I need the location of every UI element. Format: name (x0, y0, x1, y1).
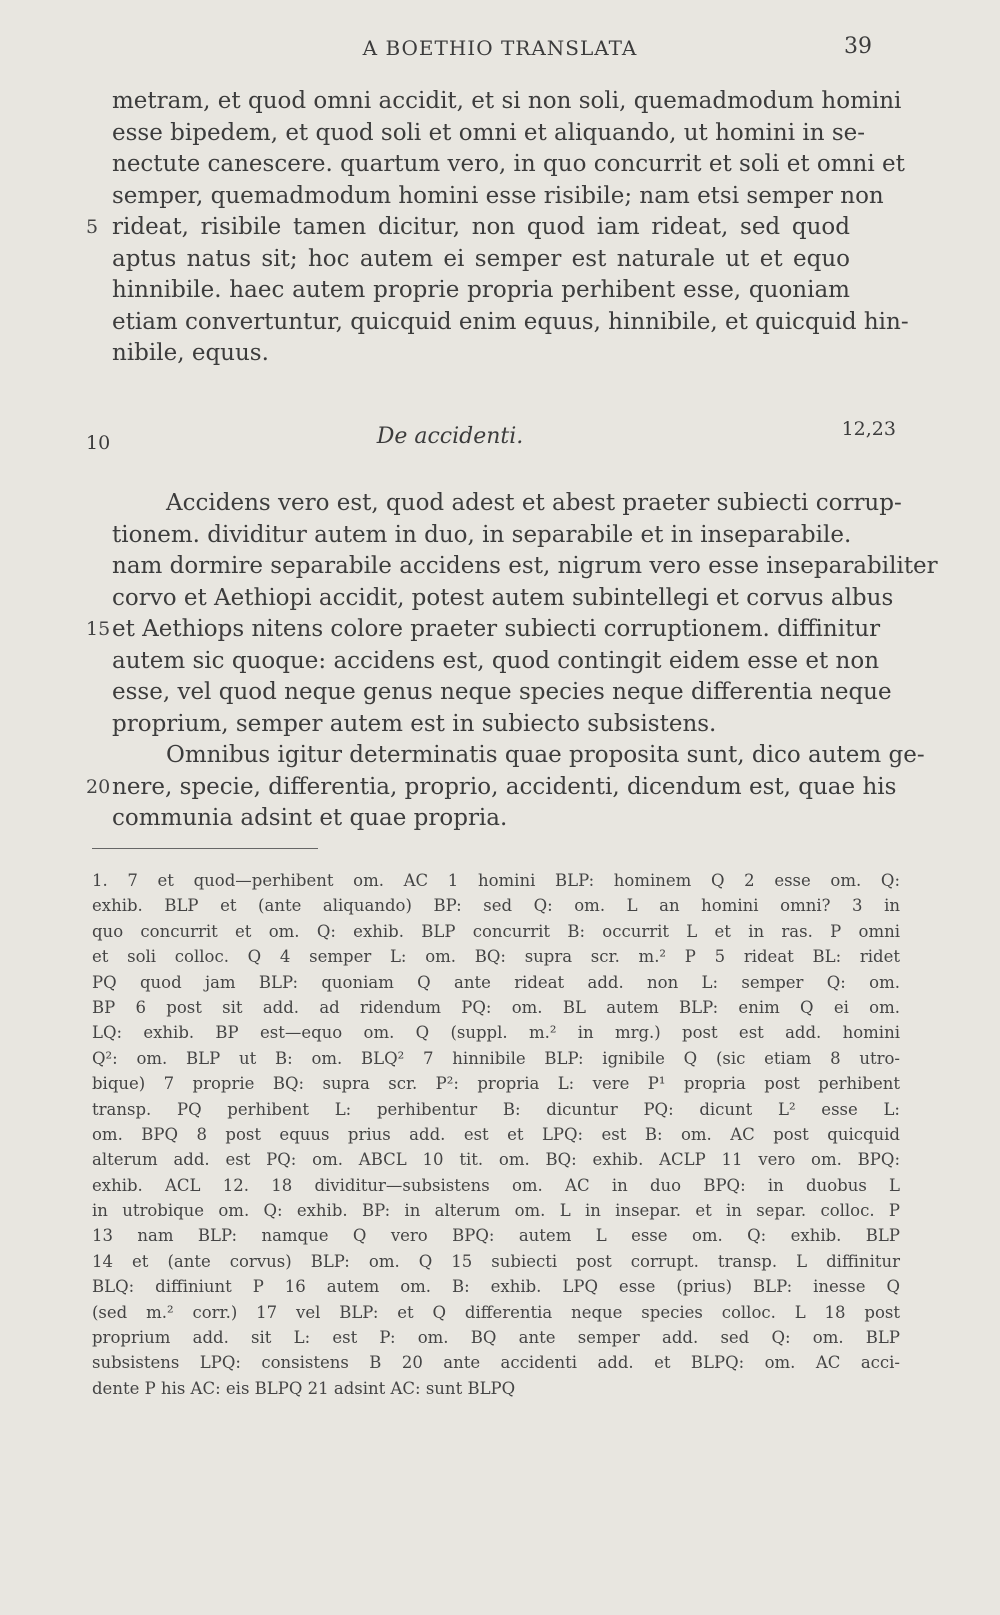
line-text: autem sic quoque: accidens est, quod contingit eidem esse et non (112, 647, 880, 674)
text-line (112, 646, 880, 678)
apparatus-line: BLQ: diffiniunt P 16 autem om. B: exhib. LPQ esse (prius) BLP: inesse Q (92, 1277, 900, 1297)
text-line (86, 772, 897, 804)
text-line (112, 307, 909, 339)
line-text: rideat, risibile tamen dicitur, non quod iam rideat, sed quod (112, 214, 850, 240)
apparatus-line: dente P his AC: eis BLPQ 21 adsint AC: sunt BLPQ (92, 1378, 516, 1398)
text-line (112, 488, 902, 520)
text-line (112, 244, 850, 276)
apparatus-line: proprium add. sit L: est P: om. BQ ante semper add. sed Q: om. BLP (92, 1328, 900, 1348)
text-line (112, 275, 850, 307)
text-line (112, 181, 884, 213)
text-line (86, 212, 850, 244)
line-text: proprium, semper autem est in subiecto subsistens. (112, 710, 717, 737)
line-text: corvo et Aethiopi accidit, potest autem subintellegi et corvus albus (112, 584, 894, 611)
apparatus-line: om. BPQ 8 post equus prius add. est et LPQ: est B: om. AC post quicquid (92, 1124, 900, 1144)
apparatus-line: 14 et (ante corvus) BLP: om. Q 15 subiecti post corrupt. transp. L diffinitur (92, 1251, 900, 1271)
line-text: tionem. dividitur autem in duo, in separabile et in inseparabile. (112, 521, 852, 548)
apparatus-line: Q²: om. BLP ut B: om. BLQ² 7 hinnibile BLP: ignibile Q (sic etiam 8 utro- (92, 1048, 900, 1068)
apparatus-line: in utrobique om. Q: exhib. BP: in alterum om. L in insepar. et in separ. colloc. P (92, 1201, 900, 1221)
apparatus-line: transp. PQ perhibent L: perhibentur B: dicuntur PQ: dicunt L² esse L: (92, 1099, 900, 1119)
paragraph-proprium (86, 86, 909, 370)
apparatus-line: BP 6 post sit add. ad ridendum PQ: om. BL autem BLP: enim Q ei om. (92, 997, 900, 1017)
text-line (112, 118, 866, 150)
apparatus-line: bique) 7 proprie BQ: supra scr. P²: propria L: vere P¹ propria post perhibent (92, 1074, 900, 1094)
line-number: 20 (86, 775, 111, 798)
line-text: metram, et quod omni accidit, et si non soli, quemadmodum homini (112, 88, 902, 114)
apparatus-line: subsistens LPQ: consistens B 20 ante accidenti add. et BLPQ: om. AC acci- (92, 1353, 900, 1373)
line-text: esse, vel quod neque genus neque species neque differentia neque (112, 679, 892, 705)
text-line (112, 677, 892, 709)
footnote-rule (92, 848, 318, 849)
apparatus-line: 13 nam BLP: namque Q vero BPQ: autem L esse om. Q: exhib. BLP (92, 1226, 900, 1246)
line-text: nibile, equus. (112, 340, 269, 366)
line-text: communia adsint et quae propria. (112, 805, 508, 831)
line-text: semper, quemadmodum homini esse risibile; nam etsi semper non (112, 182, 884, 209)
paragraph-conclusion (86, 740, 925, 835)
apparatus-line: LQ: exhib. BP est—equo om. Q (suppl. m.² in mrg.) post est add. homini (92, 1023, 900, 1043)
apparatus-line: exhib. ACL 12. 18 dividitur—subsistens om. AC in duo BPQ: in duobus L (92, 1175, 900, 1195)
text-line (112, 520, 850, 552)
text-line (112, 149, 905, 181)
text-line (112, 803, 850, 835)
line-text: et Aethiops nitens colore praeter subiecti corruptionem. diffinitur (112, 616, 881, 642)
line-number: 5 (86, 216, 99, 238)
line-text: nere, specie, differentia, proprio, accidenti, dicendum est, quae his (112, 773, 897, 800)
apparatus-line: 1. 7 et quod—perhibent om. AC 1 homini BLP: hominem Q 2 esse om. Q: (92, 871, 900, 890)
section-heading (0, 418, 1000, 456)
line-text: etiam convertuntur, quicquid enim equus, hinnibile, et quicquid hin- (112, 308, 909, 335)
critical-apparatus (92, 868, 900, 1401)
line-text: Omnibus igitur determinatis quae proposita sunt, dico autem ge- (166, 742, 925, 768)
line-text: hinnibile. haec autem proprie propria perhibent esse, quoniam (112, 277, 850, 303)
line-text: Accidens vero est, quod adest et abest praeter subiecti corrup- (166, 490, 902, 516)
apparatus-line: exhib. BLP et (ante aliquando) BP: sed Q: om. L an homini omni? 3 in (92, 896, 900, 916)
line-number: 10 (86, 432, 111, 454)
apparatus-line: PQ quod jam BLP: quoniam Q ante rideat add. non L: semper Q: om. (92, 972, 900, 992)
apparatus-line: (sed m.² corr.) 17 vel BLP: et Q differentia neque species colloc. L 18 post (92, 1302, 900, 1322)
text-line (112, 86, 902, 118)
reference-mark: 12,23 (841, 418, 896, 440)
text-line (112, 551, 938, 583)
page-number: 39 (844, 34, 872, 59)
section-title: De accidenti. (376, 424, 524, 449)
line-number: 15 (86, 618, 111, 640)
apparatus-line: alterum add. est PQ: om. ABCL 10 tit. om. BQ: exhib. ACLP 11 vero om. BPQ: (92, 1150, 900, 1170)
text-line (112, 740, 925, 772)
page-header (0, 36, 1000, 66)
text-line (112, 338, 850, 370)
line-text: esse bipedem, et quod soli et omni et aliquando, ut homini in se- (112, 119, 866, 146)
running-head: A BOETHIO TRANSLATA (362, 36, 638, 60)
text-line (86, 614, 881, 646)
paragraph-accidens (86, 488, 938, 740)
line-text: aptus natus sit; hoc autem ei semper est naturale ut et equo (112, 245, 850, 272)
apparatus-line: quo concurrit et om. Q: exhib. BLP concurrit B: occurrit L et in ras. P omni (92, 921, 900, 941)
text-line (112, 583, 894, 615)
line-text: nam dormire separabile accidens est, nigrum vero esse inseparabiliter (112, 553, 938, 579)
text-line (112, 709, 850, 741)
line-text: nectute canescere. quartum vero, in quo concurrit et soli et omni et (112, 151, 905, 177)
apparatus-line: et soli colloc. Q 4 semper L: om. BQ: supra scr. m.² P 5 rideat BL: ridet (92, 947, 900, 967)
